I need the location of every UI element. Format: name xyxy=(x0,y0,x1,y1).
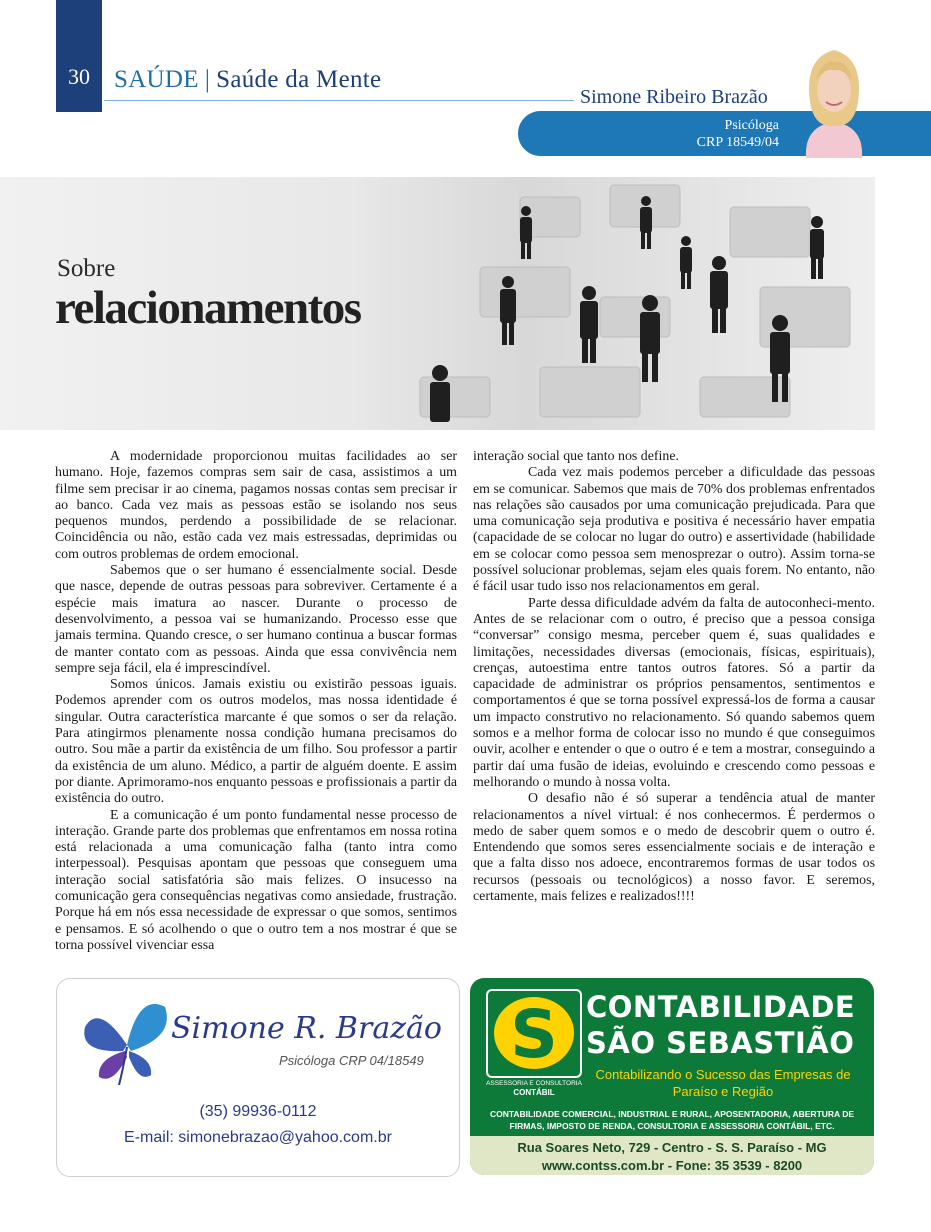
ad-address: Rua Soares Neto, 729 - Centro - S. S. Paraíso - MG xyxy=(517,1140,827,1155)
article-title: relacionamentos xyxy=(55,282,361,334)
contact-phone: (35) 99936-0112 xyxy=(199,1103,317,1120)
paragraph: Cada vez mais podemos perceber a dificuldade das pessoas em se comunicar. Sabemos que mais de 70% dos problemas enfrentados nas relações são causados por uma comunicação prejudicada. Para que uma comunicação seja produtiva e positiva é necessário haver empatia (capacidade de se colocar no lugar do outro) e assertividade (habilidade em se colocar como pessoa sem menosprezar o outro). Assim torna-se possível solucionar problemas, sejam eles quais forem. No entanto, não é fácil usar tudo isso nos relacionamentos em geral. xyxy=(473,465,875,595)
s-logo-icon xyxy=(488,991,580,1076)
paragraph: Parte dessa dificuldade advém da falta de autoconheci-mento. Antes de se relacionar com o outro, é preciso que a pessoa consiga “conversar” consigo mesma, perceber quem é, suas qualidades e limitações, necessidades diversas (emocionais, físicas, espirituais), crenças, autoestima entre tantos outros fatores. Só a partir da capacidade de administrar os próprios pensamentos, sentimentos e comportamentos é que se torna possível expressá-los de forma a causar um impacto construtivo no relacionamento. Só quando sabemos quem somos e a melhor forma de colocar isso no mundo é que conseguimos ouvir, acolher e entender o que o outro é e tem a mostrar, conseguindo a partir daí uma fusão de ideias, evoluindo e crescendo como pessoas e melhorando o mundo à nossa volta. xyxy=(473,595,875,790)
ad-web-phone: www.contss.com.br - Fone: 35 3539 - 8200 xyxy=(541,1158,803,1173)
page-number-tab xyxy=(56,0,102,112)
article-title-small: Sobre xyxy=(57,255,116,282)
ad-title-line-2: SÃO SEBASTIÃO xyxy=(586,1026,855,1060)
ad-tagline: Contabilizando o Sucesso das Empresas de Paraíso e Região xyxy=(595,1067,851,1099)
paragraph: A modernidade proporcionou muitas facilidades ao ser humano. Hoje, fazemos compras sem sair de casa, assistimos a um filme sem precisar ir ao cinema, pagamos nossas contas sem precisar ir ao banco. Cada vez mais as pessoas estão se isolando nos seus pequenos mundos, perdendo a possibilidade de se relacionar. Coincidência ou não, estão cada vez mais estressadas, deprimidas ou com outros problemas de ordem emocional. xyxy=(55,449,457,562)
signature-name: Simone R. Brazão xyxy=(171,1011,442,1046)
logo-caption-line-2: CONTÁBIL xyxy=(513,1088,555,1097)
paragraph: O desafio não é só superar a tendência atual de manter relacionamentos a nível virtual: é nos conhecermos. É perdermos o medo de saber quem somos e o medo de descobrir quem o outro é. Entendendo que somos seres essencialmente sociais e de interação e que a falta disso nos adoece, encontraremos formas de usar todos os recursos (pessoais ou tecnológicos) a nosso favor. E seremos, certamente, mais felizes e realizados!!!! xyxy=(473,791,875,905)
section-name: SAÚDE xyxy=(114,66,199,93)
ad-contabilidade xyxy=(470,978,874,1175)
signature-role: Psicóloga CRP 04/18549 xyxy=(279,1053,424,1068)
author-role: Psicóloga xyxy=(724,118,779,133)
paragraph-continuation: interação social que tanto nos define. xyxy=(473,449,679,464)
logo-caption-line-1: ASSESSORIA E CONSULTORIA xyxy=(486,1080,582,1087)
section-heading xyxy=(114,66,381,94)
ad-services: CONTABILIDADE COMERCIAL, INDUSTRIAL E RURAL, APOSENTADORIA, ABERTURA DE FIRMAS, IMPOSTO DE RENDA, CONSULTORIA E ASSESSORIA CONTÁBIL, ETC. xyxy=(489,1109,855,1131)
contact-email: E-mail: simonebrazao@yahoo.com.br xyxy=(124,1129,392,1146)
paragraph: Sabemos que o ser humano é essencialmente social. Desde que nasce, depende de outras pessoas para sobreviver. Certamente é a espécie mais imatura ao nascer. Durante o processo de desenvolvimento, a pessoa vai se humanizando. Processo esse que jamais termina. Quando cresce, o ser humano continua a buscar formas de manter contato com as pessoas. Ainda que essa convivência nem sempre seja fácil, ela é imprescindível. xyxy=(55,563,457,676)
paragraph: E a comunicação é um ponto fundamental nesse processo de interação. Grande parte dos problemas que enfrentamos em nossa rotina está relacionada a uma comunicação falha (tanto intra como interpessoal). Pesquisas apontam que pessoas que conseguem uma interação social satisfatória são mais felizes. O insucesso na comunicação gera consequências negativas como ansiedade, frustração. Porque há em nós essa necessidade de expressar o que somos, sentimos e pensamos. E só acolhendo o que o outro tem a nos mostrar é que se torna possível vivenciar essa xyxy=(55,807,457,953)
butterfly-logo-icon xyxy=(79,993,175,1089)
ad-simone-brazao xyxy=(56,978,460,1177)
article-right-column xyxy=(473,449,875,905)
author-credentials xyxy=(697,117,779,151)
contabilidade-logo xyxy=(486,989,582,1078)
header-rule xyxy=(104,100,574,101)
ad-title-line-1: CONTABILIDADE xyxy=(586,990,856,1024)
author-portrait xyxy=(792,38,876,158)
page-number: 30 xyxy=(68,64,90,89)
author-name: Simone Ribeiro Brazão xyxy=(580,86,768,108)
paragraph: Somos únicos. Jamais existiu ou existirão pessoas iguais. Podemos aprender com os outros modelos, mas nossa identidade é singular. Outra característica marcante é que somos o ser da relação. Para atingirmos plenamente nossa condição humana precisamos do outro. Sou mãe a partir da existência de um filho. Sou professor a partir da existência de um aluno. Médico, a partir de alguém doente. E assim por diante. Aprimoramo-nos enquanto pessoas e profissionais a partir da existência do outro. xyxy=(55,677,457,807)
subsection-name: Saúde da Mente xyxy=(216,66,382,93)
section-separator: | xyxy=(204,66,211,93)
author-crp: CRP 18549/04 xyxy=(696,135,779,150)
logo-letter: S xyxy=(510,996,558,1073)
logo-caption xyxy=(486,1079,582,1097)
article-left-column xyxy=(55,449,457,954)
